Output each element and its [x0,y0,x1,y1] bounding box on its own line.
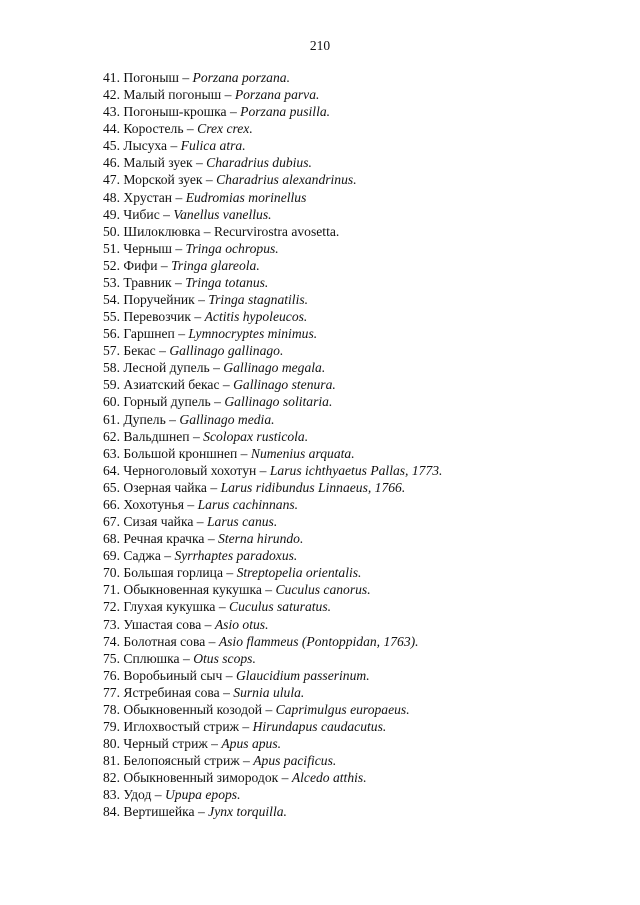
separator-dash: – [221,87,235,103]
entry-number: 46. [103,155,120,171]
latin-name: Porzana porzana. [192,70,290,85]
latin-name: Gallinago stenura. [233,377,336,393]
entry-number: 59. [103,377,120,393]
separator-dash: – [202,172,217,188]
latin-name: Tringa totanus. [185,274,269,290]
russian-name: Озерная чайка [123,479,207,495]
list-item [103,564,442,581]
entry-number: 82. [103,770,120,786]
russian-name: Вертишейка [123,804,195,820]
russian-name: Малый зуек [123,155,193,171]
russian-name: Чибис [123,206,160,222]
list-item [103,240,442,257]
latin-name: Numenius arquata. [250,445,355,461]
page-number: 210 [309,38,331,53]
russian-name: Погоныш [123,70,179,85]
russian-name: Сизая чайка [123,514,194,530]
latin-name: Tringa ochropus. [185,240,279,256]
russian-name: Черный стриж [123,736,208,752]
separator-dash: – [183,121,198,137]
entry-number: 43. [103,104,120,120]
separator-dash: – [171,240,186,256]
entry-number: 80. [103,736,120,752]
latin-name: Charadrius alexandrinus. [216,172,357,188]
list-item [103,359,442,376]
russian-name: Обыкновенная кукушка [123,582,262,598]
separator-dash: – [209,360,224,376]
separator-dash: – [215,599,230,615]
entry-number: 41. [103,70,120,85]
entry-number: 69. [103,548,120,564]
latin-name: Tringa stagnatilis. [208,292,309,308]
list-item [103,171,442,188]
separator-dash: – [167,138,181,154]
separator-dash: – [179,650,194,666]
list-item [103,154,442,171]
list-item [103,393,442,410]
list-item [103,137,442,154]
latin-name: Asio otus. [214,616,269,632]
russian-name: Речная крачка [123,531,205,547]
separator-dash: – [219,377,234,393]
latin-name: Sterna hirundo. [218,531,304,547]
russian-name: Хохотунья [123,496,185,512]
russian-name: Ястребиная сова [123,684,220,700]
russian-name: Обыкновенный козодой [123,701,263,717]
list-item [103,581,442,598]
list-item [103,513,442,530]
entry-number: 48. [103,189,120,205]
russian-name: Горный дупель [123,394,211,410]
russian-name: Лысуха [123,138,168,154]
entry-number: 78. [103,701,120,717]
list-item [103,650,442,667]
russian-name: Удод [123,787,152,803]
list-item [103,308,442,325]
latin-name: Gallinago gallinago. [169,343,284,359]
latin-name: Tringa glareola. [171,257,260,273]
list-item [103,223,442,240]
list-item [103,291,442,308]
entry-number: 74. [103,633,120,649]
separator-dash: – [262,701,276,717]
separator-dash: – [192,155,207,171]
list-item [103,735,442,752]
latin-name: Actitis hypoleucos. [204,309,308,325]
separator-dash: – [205,633,219,649]
russian-name: Обыкновенный зимородок [123,770,279,786]
list-item [103,342,442,359]
russian-name: Дупель [123,411,166,427]
separator-dash: – [171,274,186,290]
list-item [103,701,442,718]
separator-dash: – [184,496,198,512]
russian-name: Малый погоныш [123,87,222,103]
entry-number: 47. [103,172,120,188]
latin-name: Gallinago media. [179,411,275,427]
separator-dash: – [151,787,165,803]
russian-name: Глухая кукушка [123,599,216,615]
latin-name: Larus canus. [206,514,278,530]
latin-name: Upupa epops. [164,787,241,803]
entry-number: 73. [103,616,120,632]
russian-name: Коростель [123,121,184,137]
list-item [103,411,442,428]
entry-number: 65. [103,479,120,495]
russian-name: Фифи [123,257,158,273]
entry-number: 75. [103,650,120,666]
latin-name: Surnia ulula. [233,684,305,700]
list-item [103,69,442,86]
russian-name: Морской зуек [123,172,203,188]
russian-name: Хрустан [123,189,173,205]
list-item [103,479,442,496]
russian-name: Травник [123,274,172,290]
species-list [103,69,442,820]
russian-name: Саджа [123,548,161,564]
latin-name: Syrrhaptes paradoxus. [174,548,298,564]
list-item [103,206,442,223]
separator-dash: – [222,667,236,683]
separator-dash: – [200,223,214,239]
separator-dash: – [239,718,253,734]
russian-name: Вальдшнеп [123,428,190,444]
entry-number: 57. [103,343,120,359]
russian-name: Лесной дупель [123,360,210,376]
list-item [103,325,442,342]
list-item [103,616,442,633]
latin-name: Otus scops. [193,650,256,666]
latin-name: Cuculus canorus. [275,582,371,598]
separator-dash: – [206,479,221,495]
separator-dash: – [174,326,189,342]
latin-name: Gallinago megala. [223,360,326,376]
russian-name: Иглохвостый стриж [123,718,239,734]
separator-dash: – [204,531,219,547]
entry-number: 64. [103,462,120,478]
list-item [103,752,442,769]
list-item [103,598,442,615]
entry-number: 54. [103,292,120,308]
entry-number: 49. [103,206,120,222]
latin-name: Cuculus saturatus. [229,599,332,615]
latin-name: Charadrius dubius. [206,155,312,171]
separator-dash: – [193,514,207,530]
russian-name: Шилоклювка [123,223,201,239]
russian-name: Сплюшка [123,650,180,666]
separator-dash: – [219,684,234,700]
entry-number: 51. [103,240,120,256]
separator-dash: – [222,565,237,581]
latin-name: Vanellus vanellus. [173,206,272,222]
russian-name: Ушастая сова [123,616,202,632]
separator-dash: – [226,104,241,120]
russian-name: Большой кроншнеп [123,445,238,461]
latin-name: Fulica atra. [180,138,246,154]
separator-dash: – [165,411,180,427]
russian-name: Черноголовый хохотун [123,462,257,478]
entry-number: 55. [103,309,120,325]
entry-number: 84. [103,804,120,820]
latin-name: Gallinago solitaria. [224,394,333,410]
entry-number: 44. [103,121,120,137]
separator-dash: – [191,309,205,325]
list-item [103,718,442,735]
list-item [103,530,442,547]
russian-name: Азиатский бекас [123,377,220,393]
russian-name: Большая горлица [123,565,223,581]
entry-number: 68. [103,531,120,547]
latin-name: Glaucidium passerinum. [235,667,370,683]
list-item [103,445,442,462]
latin-name: Lymnocryptes minimus. [188,326,318,342]
entry-number: 60. [103,394,120,410]
entry-number: 72. [103,599,120,615]
separator-dash: – [256,462,270,478]
russian-name: Черныш [123,240,172,256]
latin-name: Porzana parva. [234,87,320,103]
separator-dash: – [178,70,193,85]
list-item [103,189,442,206]
separator-dash: – [201,616,215,632]
entry-number: 79. [103,718,120,734]
russian-name: Болотная сова [123,633,206,649]
latin-name: Apus apus. [221,736,282,752]
list-item [103,376,442,393]
russian-name: Белопоясный стриж [123,753,240,769]
separator-dash: – [194,292,209,308]
separator-dash: – [239,753,254,769]
list-item [103,120,442,137]
entry-number: 81. [103,753,120,769]
list-item [103,496,442,513]
entry-number: 77. [103,684,120,700]
latin-name: Streptopelia orientalis. [236,565,362,581]
latin-name: Caprimulgus europaeus. [275,701,410,717]
entry-number: 66. [103,496,120,512]
separator-dash: – [157,257,172,273]
entry-number: 58. [103,360,120,376]
russian-name: Поручейник [123,292,195,308]
separator-dash: – [237,445,251,461]
list-item [103,462,442,479]
entry-number: 63. [103,445,120,461]
list-item [103,257,442,274]
latin-name: Crex crex. [197,121,253,137]
list-item [103,786,442,803]
latin-name: Apus pacificus. [253,753,337,769]
separator-dash: – [194,804,209,820]
entry-number: 83. [103,787,120,803]
separator-dash: – [189,428,204,444]
entry-number: 53. [103,274,120,290]
separator-dash: – [207,736,222,752]
latin-name: Eudromias morinellus [185,189,307,205]
list-item [103,547,442,564]
entry-number: 45. [103,138,120,154]
latin-name: Larus ridibundus Linnaeus, 1766. [220,479,406,495]
entry-number: 61. [103,411,120,427]
russian-name: Бекас [123,343,156,359]
separator-dash: – [278,770,292,786]
list-item [103,428,442,445]
latin-name: Larus ichthyaetus Pallas, 1773. [269,462,443,478]
latin-name: Hirundapus caudacutus. [252,718,387,734]
latin-name: Recurvirostra avosetta. [213,223,340,239]
list-item [103,274,442,291]
entry-number: 42. [103,87,120,103]
entry-number: 71. [103,582,120,598]
entry-number: 50. [103,223,120,239]
russian-name: Перевозчик [123,309,192,325]
russian-name: Воробьиный сыч [123,667,223,683]
latin-name: Scolopax rusticola. [203,428,309,444]
separator-dash: – [159,206,174,222]
entry-number: 76. [103,667,120,683]
list-item [103,103,442,120]
list-item [103,803,442,820]
entry-number: 62. [103,428,120,444]
list-item [103,769,442,786]
list-item [103,684,442,701]
entry-number: 56. [103,326,120,342]
latin-name: Larus cachinnans. [197,496,299,512]
latin-name: Asio flammeus (Pontoppidan, 1763). [218,633,419,649]
list-item [103,667,442,684]
list-item [103,86,442,103]
russian-name: Гаршнеп [123,326,175,342]
entry-number: 70. [103,565,120,581]
separator-dash: – [261,582,276,598]
separator-dash: – [160,548,175,564]
list-item [103,633,442,650]
entry-number: 52. [103,257,120,273]
separator-dash: – [155,343,170,359]
separator-dash: – [172,189,186,205]
russian-name: Погоныш-крошка [123,104,227,120]
separator-dash: – [210,394,225,410]
latin-name: Alcedo atthis. [291,770,367,786]
latin-name: Jynx torquilla. [208,804,287,820]
entry-number: 67. [103,514,120,530]
latin-name: Porzana pusilla. [240,104,331,120]
